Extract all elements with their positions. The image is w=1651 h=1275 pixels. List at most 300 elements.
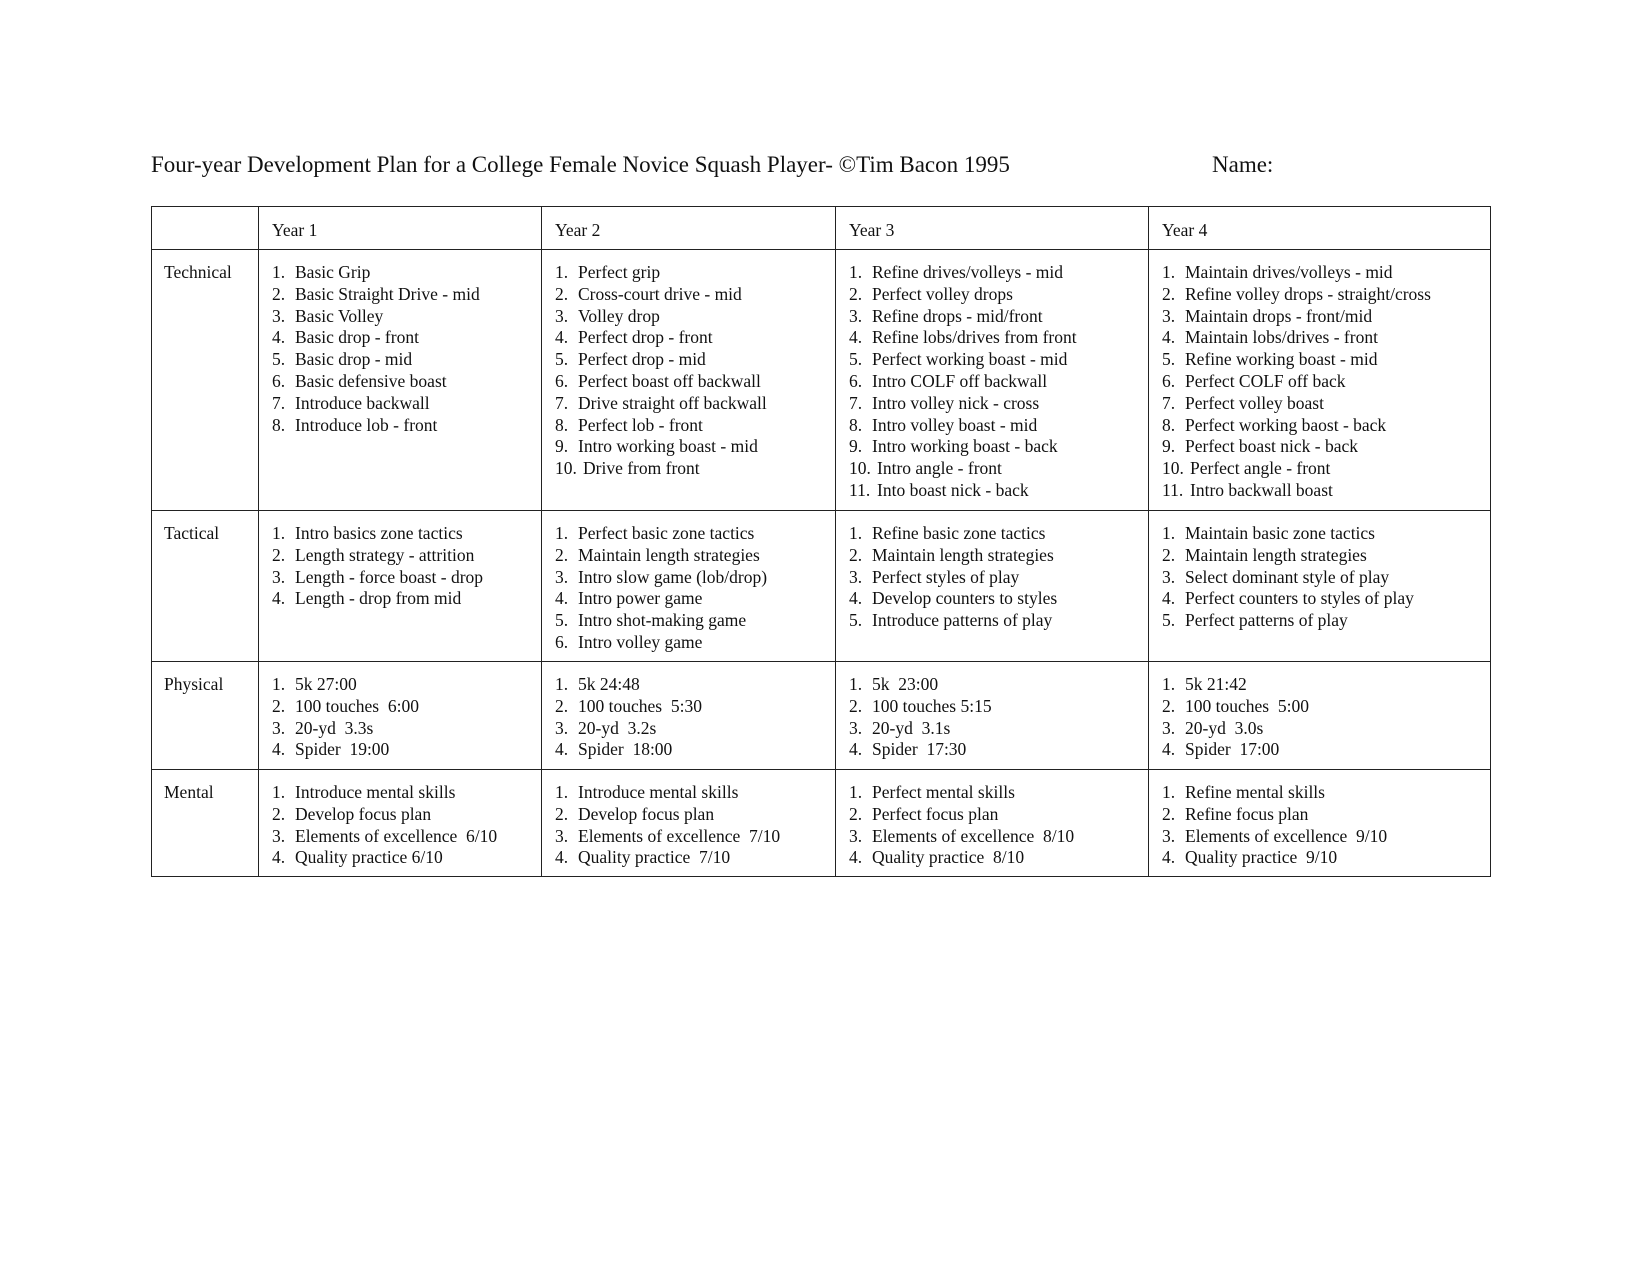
list-item [555, 349, 831, 371]
list-item-text: 5k 24:48 [578, 674, 640, 694]
year-2-cell [542, 770, 836, 877]
list-item [849, 306, 1144, 328]
list-item-number: 3. [555, 305, 569, 326]
list-item-number: 3. [272, 566, 286, 587]
list-item [849, 327, 1144, 349]
list-item [555, 696, 831, 718]
list-item-text: 100 touches 5:00 [1185, 695, 1309, 716]
list-item [555, 415, 831, 437]
list-item [1162, 349, 1486, 371]
list-item [1162, 306, 1486, 328]
list-item-number: 1. [272, 782, 286, 802]
list-item-number: 1. [1162, 782, 1176, 802]
category-cell [152, 511, 259, 662]
list-item [555, 306, 831, 328]
list-item [1162, 847, 1486, 869]
list-item-text: Intro shot-making game [578, 610, 747, 631]
list-item-text: Intro power game [578, 588, 703, 609]
list-item-number: 6. [849, 370, 863, 391]
list-item-text: Intro volley game [578, 631, 703, 652]
year-3-cell [836, 511, 1149, 662]
list-item [272, 327, 537, 349]
category-label: Tactical [164, 523, 220, 543]
category-cell [152, 770, 259, 877]
table-header-row [152, 207, 1491, 250]
list-item-text: Spider 18:00 [578, 739, 673, 760]
list-item [1162, 567, 1486, 589]
list-item [849, 545, 1144, 567]
list-item-number: 1. [1162, 523, 1176, 543]
list-item-text: Length - force boast - drop [295, 566, 484, 587]
list-item-text: Introduce backwall [295, 392, 430, 413]
list-item [555, 393, 831, 415]
list-item-number: 7. [1162, 392, 1176, 413]
list-item-text: Intro working boast - back [872, 436, 1058, 457]
list-item-text: 5k 21:42 [1185, 674, 1247, 694]
list-item-text: 20-yd 3.2s [578, 717, 657, 738]
list-item-text: Introduce mental skills [295, 782, 456, 802]
list-item [272, 262, 537, 284]
list-item-number: 9. [1162, 436, 1176, 457]
list-item-number: 1. [272, 262, 286, 282]
list-item [849, 696, 1144, 718]
table-row-technical [152, 250, 1491, 511]
list-item-number: 4. [849, 588, 863, 609]
list-item-text: 5k 23:00 [872, 674, 939, 694]
list-item [1162, 588, 1486, 610]
list-item [1162, 739, 1486, 761]
list-item-number: 1. [849, 523, 863, 543]
header-year-4: Year 4 [1149, 207, 1491, 250]
list-item-text: Drive from front [583, 458, 700, 479]
list-item-number: 1. [1162, 674, 1176, 694]
list-item [849, 610, 1144, 632]
category-label: Physical [164, 674, 224, 694]
development-plan-table [151, 206, 1491, 877]
list-item-text: Intro volley boast - mid [872, 414, 1038, 435]
list-item [555, 782, 831, 804]
category-label: Technical [164, 262, 232, 282]
list-item-text: Perfect drop - front [578, 327, 713, 348]
list-item-number: 4. [849, 739, 863, 760]
list-item [849, 588, 1144, 610]
list-item-text: 20-yd 3.1s [872, 717, 951, 738]
list-item-text: Volley drop [578, 305, 660, 326]
list-item [272, 415, 537, 437]
list-item-number: 4. [555, 739, 569, 760]
list-item-number: 1. [849, 782, 863, 802]
year-2-cell [542, 662, 836, 770]
list-item [272, 674, 537, 696]
list-item-text: Perfect mental skills [872, 782, 1015, 802]
list-item-number: 4. [849, 327, 863, 348]
list-item [555, 610, 831, 632]
list-item-number: 1. [1162, 262, 1176, 282]
list-item-text: Quality practice 7/10 [578, 847, 731, 868]
list-item [272, 847, 537, 869]
year-3-cell [836, 662, 1149, 770]
list-item-number: 1. [555, 782, 569, 802]
list-item [849, 739, 1144, 761]
list-item-text: Elements of excellence 8/10 [872, 825, 1075, 846]
list-item-number: 4. [1162, 327, 1176, 348]
list-item [1162, 480, 1486, 502]
list-item-number: 1. [555, 262, 569, 282]
list-item-text: Perfect grip [578, 262, 661, 282]
list-item [555, 436, 831, 458]
list-item-number: 4. [272, 327, 286, 348]
list-item-number: 10. [555, 458, 577, 479]
list-item-number: 8. [272, 414, 286, 435]
list-item-number: 2. [1162, 283, 1176, 304]
list-item-text: Elements of excellence 9/10 [1185, 825, 1388, 846]
list-item [555, 718, 831, 740]
list-item-number: 4. [555, 327, 569, 348]
list-item-text: Basic Grip [295, 262, 371, 282]
list-item-text: Develop focus plan [295, 803, 432, 824]
list-item [555, 847, 831, 869]
list-item-number: 2. [272, 283, 286, 304]
list-item-number: 1. [272, 523, 286, 543]
list-item-number: 2. [1162, 544, 1176, 565]
year-3-cell [836, 250, 1149, 511]
table-row-mental [152, 770, 1491, 877]
list-item-number: 4. [849, 847, 863, 868]
list-item [1162, 804, 1486, 826]
list-item-text: Perfect volley drops [872, 283, 1013, 304]
list-item-number: 8. [555, 414, 569, 435]
list-item-number: 4. [1162, 588, 1176, 609]
list-item [555, 458, 831, 480]
list-item-text: 100 touches 5:30 [578, 695, 702, 716]
list-item-text: Intro volley nick - cross [872, 392, 1040, 413]
list-item-number: 3. [272, 717, 286, 738]
list-item [1162, 371, 1486, 393]
year-4-cell [1149, 662, 1491, 770]
list-item-number: 11. [1162, 479, 1184, 500]
list-item [272, 782, 537, 804]
list-item [272, 567, 537, 589]
list-item-number: 8. [1162, 414, 1176, 435]
list-item-text: Spider 19:00 [295, 739, 390, 760]
list-item-number: 4. [1162, 739, 1176, 760]
list-item-text: Quality practice 8/10 [872, 847, 1025, 868]
list-item [849, 262, 1144, 284]
list-item-number: 7. [849, 392, 863, 413]
list-item-text: Intro working boast - mid [578, 436, 758, 457]
list-item-text: Refine lobs/drives from front [872, 327, 1077, 348]
list-item-number: 4. [272, 588, 286, 609]
year-4-cell [1149, 511, 1491, 662]
list-item-number: 4. [272, 847, 286, 868]
list-item [272, 588, 537, 610]
document-title: Four-year Development Plan for a College Female Novice Squash Player- ©Tim Bacon 1995 [151, 152, 1010, 177]
list-item-text: Develop focus plan [578, 803, 715, 824]
list-item-text: Intro COLF off backwall [872, 370, 1048, 391]
list-item-number: 7. [555, 392, 569, 413]
list-item-text: Perfect working boast - mid [872, 349, 1068, 370]
list-item-text: Perfect patterns of play [1185, 610, 1348, 631]
list-item-number: 2. [555, 803, 569, 824]
list-item-number: 6. [555, 631, 569, 652]
list-item-text: Perfect focus plan [872, 803, 999, 824]
list-item [272, 718, 537, 740]
list-item [1162, 674, 1486, 696]
list-item-text: Refine basic zone tactics [872, 523, 1046, 543]
list-item-number: 7. [272, 392, 286, 413]
list-item [555, 523, 831, 545]
list-item-text: Maintain length strategies [872, 544, 1054, 565]
list-item-number: 4. [272, 739, 286, 760]
list-item-text: Basic drop - mid [295, 349, 413, 370]
list-item [1162, 523, 1486, 545]
name-label: Name: [1212, 152, 1274, 177]
list-item-text: Perfect styles of play [872, 566, 1020, 587]
list-item-text: 20-yd 3.3s [295, 717, 374, 738]
list-item-number: 4. [555, 847, 569, 868]
list-item-text: Intro slow game (lob/drop) [578, 566, 768, 587]
list-item-number: 3. [849, 305, 863, 326]
list-item [849, 349, 1144, 371]
list-item [272, 349, 537, 371]
list-item-text: Refine drives/volleys - mid [872, 262, 1064, 282]
list-item [849, 523, 1144, 545]
list-item-text: Maintain length strategies [578, 544, 760, 565]
list-item-text: Spider 17:30 [872, 739, 967, 760]
list-item-text: Develop counters to styles [872, 588, 1058, 609]
year-4-cell [1149, 770, 1491, 877]
list-item-text: Intro basics zone tactics [295, 523, 463, 543]
list-item-text: Intro backwall boast [1190, 479, 1333, 500]
list-item-number: 10. [1162, 458, 1184, 479]
list-item-number: 9. [849, 436, 863, 457]
list-item [849, 458, 1144, 480]
list-item-number: 3. [555, 717, 569, 738]
year-3-cell [836, 770, 1149, 877]
list-item [1162, 284, 1486, 306]
list-item-number: 2. [555, 695, 569, 716]
list-item [1162, 458, 1486, 480]
list-item-text: Basic defensive boast [295, 370, 447, 391]
list-item-number: 1. [555, 523, 569, 543]
list-item [849, 674, 1144, 696]
list-item-number: 2. [849, 283, 863, 304]
list-item-text: Spider 17:00 [1185, 739, 1280, 760]
list-item [272, 739, 537, 761]
list-item [849, 782, 1144, 804]
list-item-text: Perfect basic zone tactics [578, 523, 755, 543]
year-1-cell [259, 250, 542, 511]
list-item [849, 847, 1144, 869]
list-item-number: 5. [1162, 349, 1176, 370]
list-item-number: 3. [849, 717, 863, 738]
list-item [555, 567, 831, 589]
list-item-text: Cross-court drive - mid [578, 283, 742, 304]
list-item-text: 100 touches 5:15 [872, 695, 992, 716]
list-item [555, 804, 831, 826]
list-item [1162, 718, 1486, 740]
list-item-text: Perfect volley boast [1185, 392, 1324, 413]
list-item [272, 393, 537, 415]
list-item-number: 8. [849, 414, 863, 435]
list-item-number: 6. [555, 370, 569, 391]
list-item-number: 5. [272, 349, 286, 370]
list-item [849, 718, 1144, 740]
list-item-number: 2. [1162, 695, 1176, 716]
list-item-number: 3. [555, 825, 569, 846]
list-item [555, 632, 831, 654]
list-item [272, 696, 537, 718]
year-1-cell [259, 770, 542, 877]
list-item-number: 5. [1162, 610, 1176, 631]
list-item-text: Maintain drives/volleys - mid [1185, 262, 1393, 282]
corner-cell [152, 207, 259, 250]
list-item-text: Length strategy - attrition [295, 544, 475, 565]
list-item-text: Basic drop - front [295, 327, 419, 348]
list-item-text: Basic Volley [295, 305, 384, 326]
list-item-text: Introduce patterns of play [872, 610, 1053, 631]
list-item-text: Perfect angle - front [1190, 458, 1331, 479]
list-item [555, 826, 831, 848]
list-item-number: 10. [849, 458, 871, 479]
list-item-text: Maintain length strategies [1185, 544, 1367, 565]
list-item [555, 262, 831, 284]
list-item-text: 20-yd 3.0s [1185, 717, 1264, 738]
list-item [272, 523, 537, 545]
list-item [1162, 545, 1486, 567]
list-item [849, 393, 1144, 415]
list-item [849, 567, 1144, 589]
list-item-number: 2. [272, 544, 286, 565]
list-item-number: 3. [1162, 305, 1176, 326]
list-item-number: 4. [555, 588, 569, 609]
list-item-text: Refine focus plan [1185, 803, 1309, 824]
list-item-text: Perfect counters to styles of play [1185, 588, 1414, 609]
list-item-number: 1. [849, 262, 863, 282]
year-2-cell [542, 250, 836, 511]
table-row-tactical [152, 511, 1491, 662]
year-1-cell [259, 511, 542, 662]
list-item-text: Elements of excellence 6/10 [295, 825, 498, 846]
list-item-number: 5. [849, 610, 863, 631]
list-item [555, 674, 831, 696]
list-item-number: 6. [272, 370, 286, 391]
list-item-number: 3. [849, 825, 863, 846]
list-item-number: 11. [849, 479, 871, 500]
list-item [1162, 610, 1486, 632]
list-item-text: Perfect drop - mid [578, 349, 706, 370]
list-item-text: Drive straight off backwall [578, 392, 767, 413]
list-item [555, 588, 831, 610]
list-item [272, 371, 537, 393]
list-item-text: Maintain basic zone tactics [1185, 523, 1375, 543]
list-item [555, 284, 831, 306]
list-item [1162, 826, 1486, 848]
list-item [555, 545, 831, 567]
list-item-text: Perfect working baost - back [1185, 414, 1387, 435]
list-item-number: 3. [849, 566, 863, 587]
list-item-text: Elements of excellence 7/10 [578, 825, 781, 846]
list-item-text: Maintain lobs/drives - front [1185, 327, 1378, 348]
list-item [1162, 393, 1486, 415]
list-item-text: Quality practice 9/10 [1185, 847, 1338, 868]
list-item [849, 804, 1144, 826]
list-item-text: Perfect COLF off back [1185, 370, 1346, 391]
list-item-number: 9. [555, 436, 569, 457]
list-item [555, 371, 831, 393]
list-item-number: 2. [272, 695, 286, 716]
list-item-text: 100 touches 6:00 [295, 695, 419, 716]
list-item-number: 2. [849, 803, 863, 824]
list-item-text: Refine volley drops - straight/cross [1185, 283, 1431, 304]
list-item [272, 545, 537, 567]
list-item-text: Refine working boast - mid [1185, 349, 1378, 370]
list-item [849, 826, 1144, 848]
list-item [272, 826, 537, 848]
list-item-text: Quality practice 6/10 [295, 847, 443, 868]
list-item-text: Introduce lob - front [295, 414, 438, 435]
list-item-number: 5. [555, 610, 569, 631]
list-item [272, 804, 537, 826]
table-row-physical [152, 662, 1491, 770]
list-item-text: 5k 27:00 [295, 674, 357, 694]
list-item-text: Refine mental skills [1185, 782, 1325, 802]
list-item-number: 6. [1162, 370, 1176, 391]
list-item-number: 1. [272, 674, 286, 694]
list-item-number: 2. [849, 544, 863, 565]
category-cell [152, 662, 259, 770]
list-item-number: 3. [272, 305, 286, 326]
list-item [849, 436, 1144, 458]
year-1-cell [259, 662, 542, 770]
list-item [849, 284, 1144, 306]
list-item-text: Refine drops - mid/front [872, 305, 1043, 326]
header-year-3: Year 3 [836, 207, 1149, 250]
list-item [849, 371, 1144, 393]
list-item-number: 3. [1162, 717, 1176, 738]
list-item-number: 5. [555, 349, 569, 370]
list-item [272, 284, 537, 306]
list-item-text: Into boast nick - back [877, 479, 1029, 500]
list-item [555, 739, 831, 761]
year-4-cell [1149, 250, 1491, 511]
list-item-text: Intro angle - front [877, 458, 1002, 479]
list-item-text: Maintain drops - front/mid [1185, 305, 1373, 326]
year-2-cell [542, 511, 836, 662]
list-item [1162, 262, 1486, 284]
list-item-number: 3. [1162, 566, 1176, 587]
list-item [1162, 436, 1486, 458]
list-item-text: Basic Straight Drive - mid [295, 283, 480, 304]
list-item-number: 2. [849, 695, 863, 716]
header-year-2: Year 2 [542, 207, 836, 250]
list-item-text: Length - drop from mid [295, 588, 462, 609]
list-item-text: Perfect boast nick - back [1185, 436, 1358, 457]
list-item [1162, 327, 1486, 349]
list-item [555, 327, 831, 349]
list-item-number: 4. [1162, 847, 1176, 868]
list-item-number: 1. [849, 674, 863, 694]
category-cell [152, 250, 259, 511]
list-item [849, 480, 1144, 502]
list-item-number: 2. [1162, 803, 1176, 824]
list-item-number: 2. [555, 544, 569, 565]
list-item-text: Select dominant style of play [1185, 566, 1390, 587]
list-item [849, 415, 1144, 437]
list-item [272, 306, 537, 328]
list-item-number: 3. [1162, 825, 1176, 846]
header-year-1: Year 1 [259, 207, 542, 250]
